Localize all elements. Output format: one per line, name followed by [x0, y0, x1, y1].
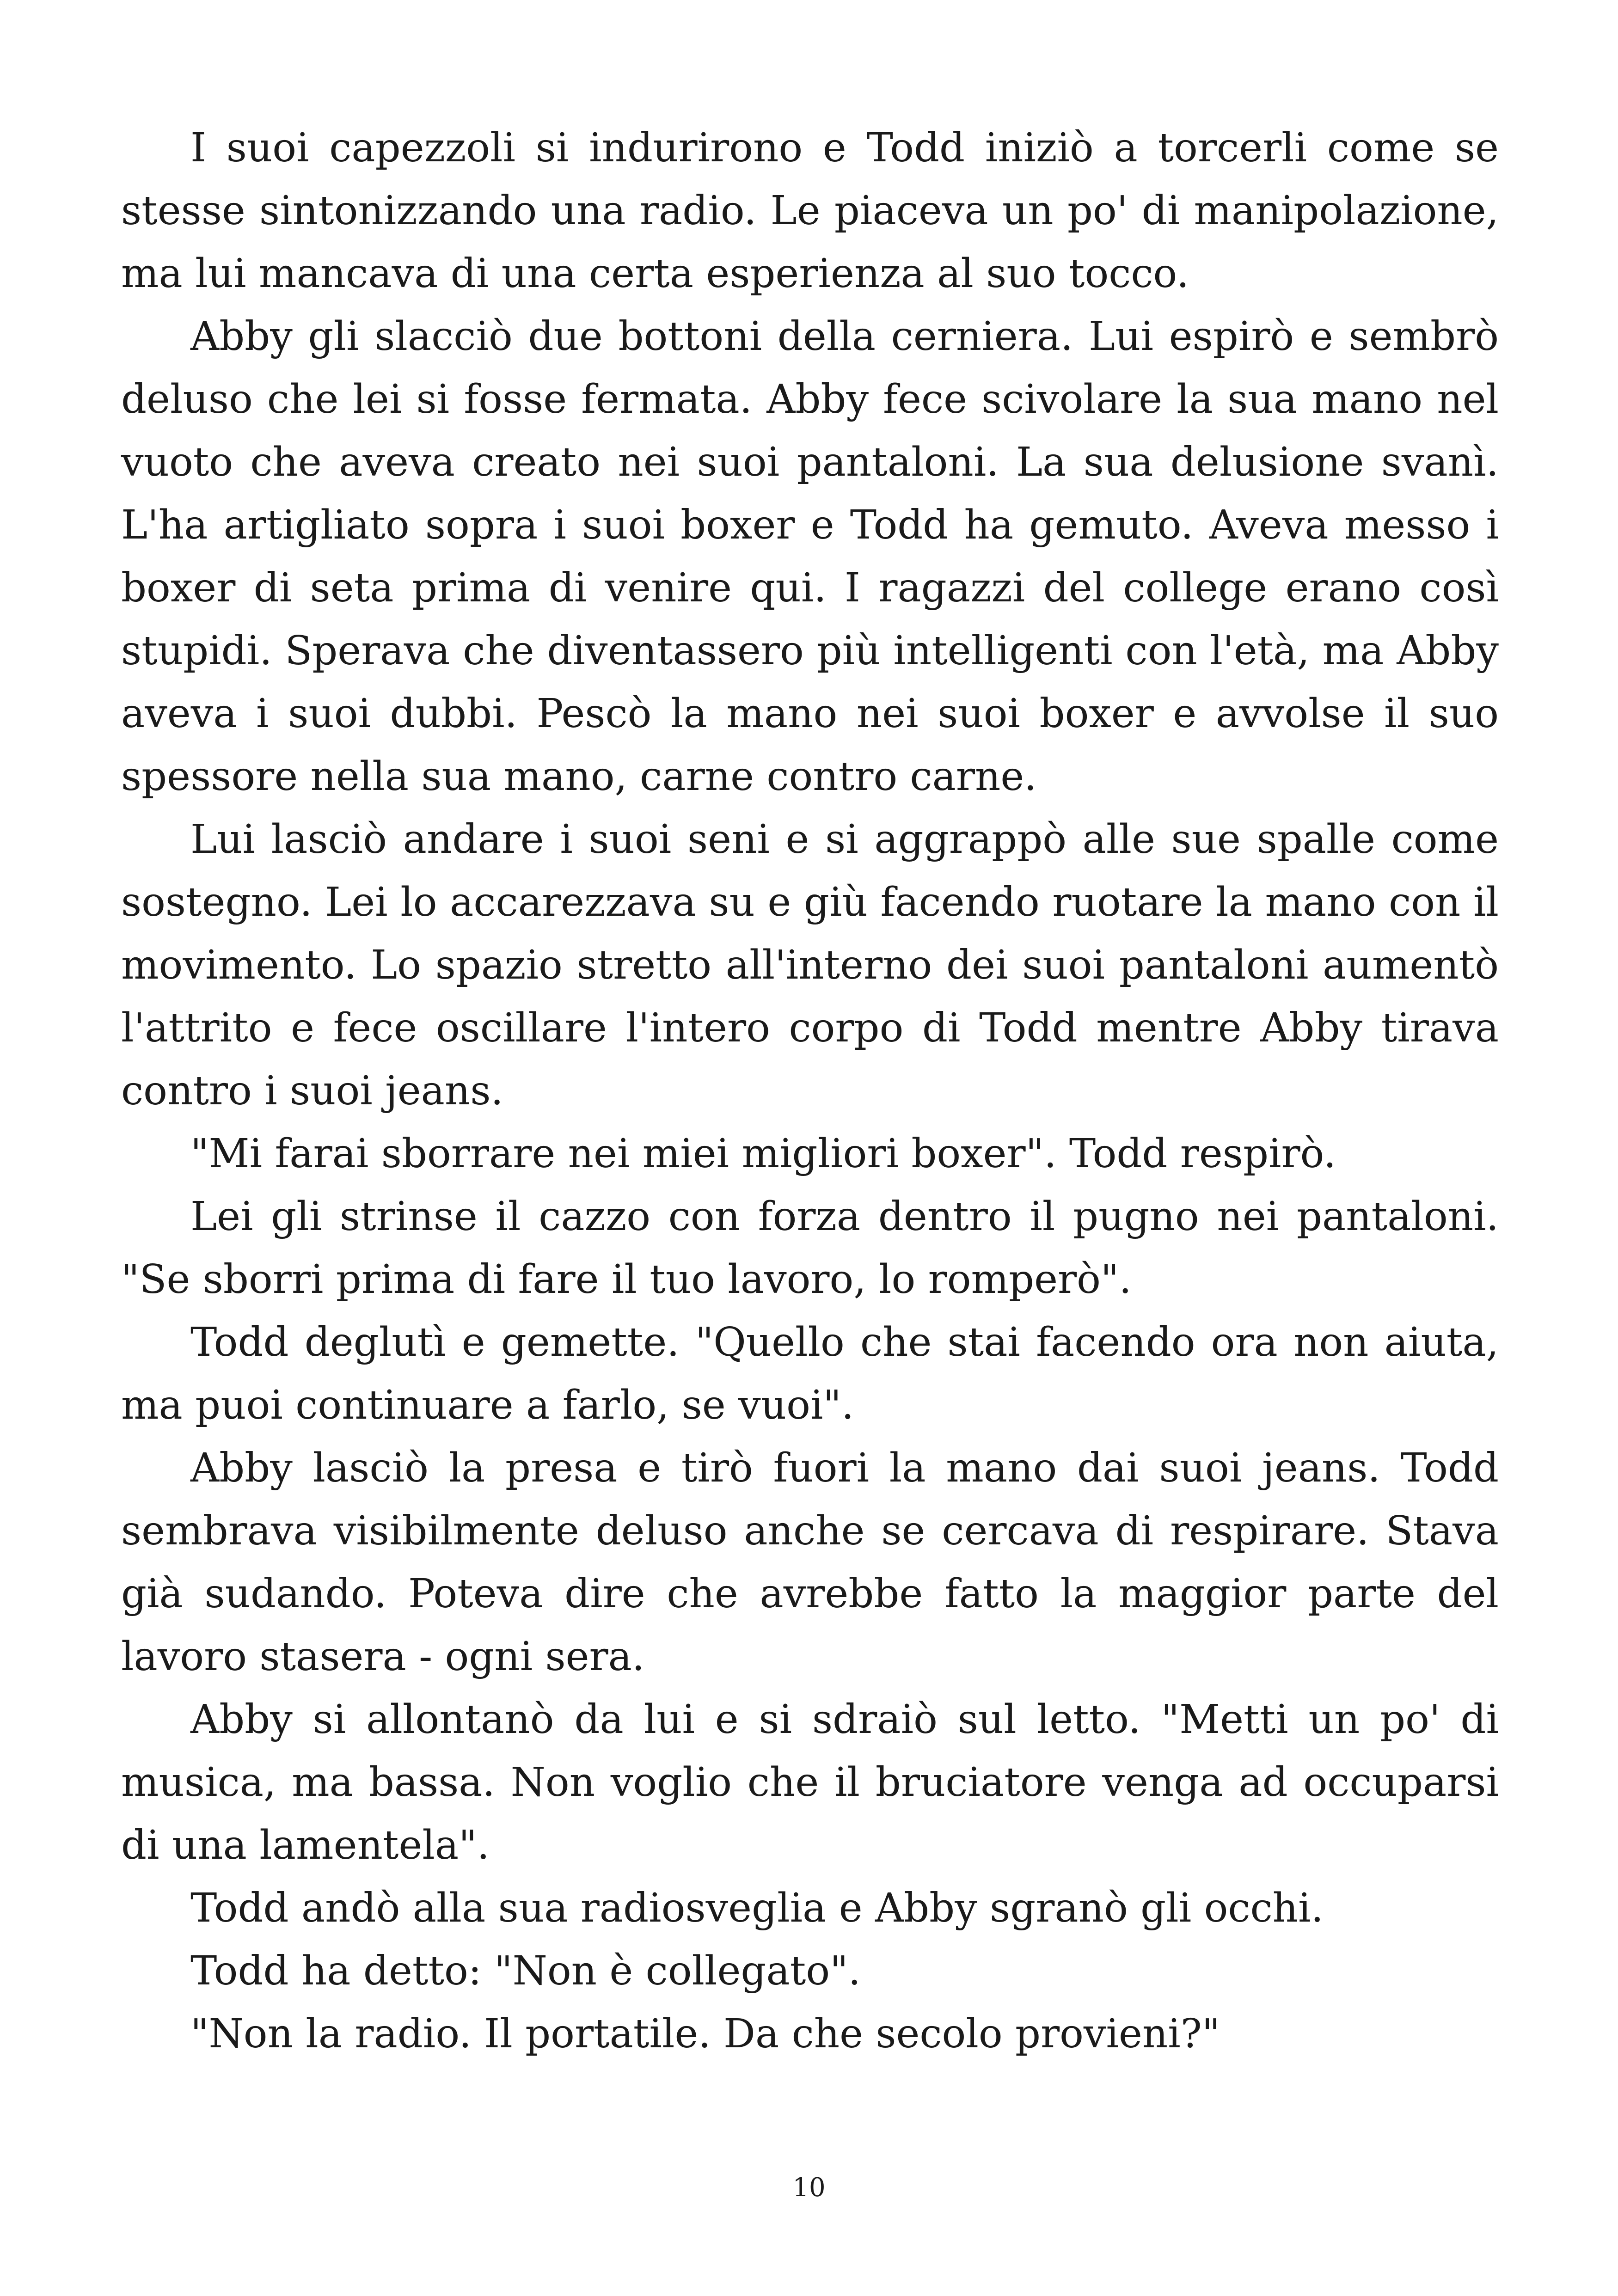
- paragraph: Todd andò alla sua radiosveglia e Abby sgranò gli occhi.: [190, 1885, 1324, 1931]
- paragraph: Abby si allontanò da lui e si sdraiò sul letto. "Metti un po' di musica, ma bassa. Non voglio che il bruciatore venga ad occuparsi di una lamentela".: [121, 1696, 1499, 1868]
- paragraph: "Mi farai sborrare nei miei migliori boxer". Todd respirò.: [190, 1131, 1336, 1177]
- paragraph: I suoi capezzoli si indurirono e Todd iniziò a torcerli come se stesse sintonizzando una radio. Le piaceva un po' di manipolazione, ma lui mancava di una certa esperienza al suo tocco.: [121, 125, 1499, 297]
- paragraph: Abby lasciò la presa e tirò fuori la mano dai suoi jeans. Todd sembrava visibilmente deluso anche se cercava di respirare. Stava già sudando. Poteva dire che avrebbe fatto la maggior parte del lavoro stasera - ogni sera.: [121, 1445, 1499, 1680]
- paragraph: Todd deglutì e gemette. "Quello che stai facendo ora non aiuta, ma puoi continuare a farlo, se vuoi".: [121, 1319, 1499, 1428]
- paragraph: Lui lasciò andare i suoi seni e si aggrappò alle sue spalle come sostegno. Lei lo accarezzava su e giù facendo ruotare la mano con il movimento. Lo spazio stretto all'interno dei suoi pantaloni aumentò l'attrito e fece oscillare l'intero corpo di Todd mentre Abby tirava contro i suoi jeans.: [121, 816, 1499, 1114]
- body-text: [121, 116, 1499, 2065]
- page-number: 10: [792, 2173, 826, 2203]
- paragraph: Todd ha detto: "Non è collegato".: [190, 1948, 861, 1994]
- paragraph: Lei gli strinse il cazzo con forza dentro il pugno nei pantaloni. "Se sborri prima di fare il tuo lavoro, lo romperò".: [121, 1194, 1499, 1303]
- paragraph: Abby gli slacciò due bottoni della cerniera. Lui espirò e sembrò deluso che lei si fosse fermata. Abby fece scivolare la sua mano nel vuoto che aveva creato nei suoi pantaloni. La sua delusione svanì. L'ha artigliato sopra i suoi boxer e Todd ha gemuto. Aveva messo i boxer di seta prima di venire qui. I ragazzi del college erano così stupidi. Sperava che diventassero più intelligenti con l'età, ma Abby aveva i suoi dubbi. Pescò la mano nei suoi boxer e avvolse il suo spessore nella sua mano, carne contro carne.: [121, 313, 1499, 800]
- paragraph: "Non la radio. Il portatile. Da che secolo provieni?": [190, 2011, 1220, 2057]
